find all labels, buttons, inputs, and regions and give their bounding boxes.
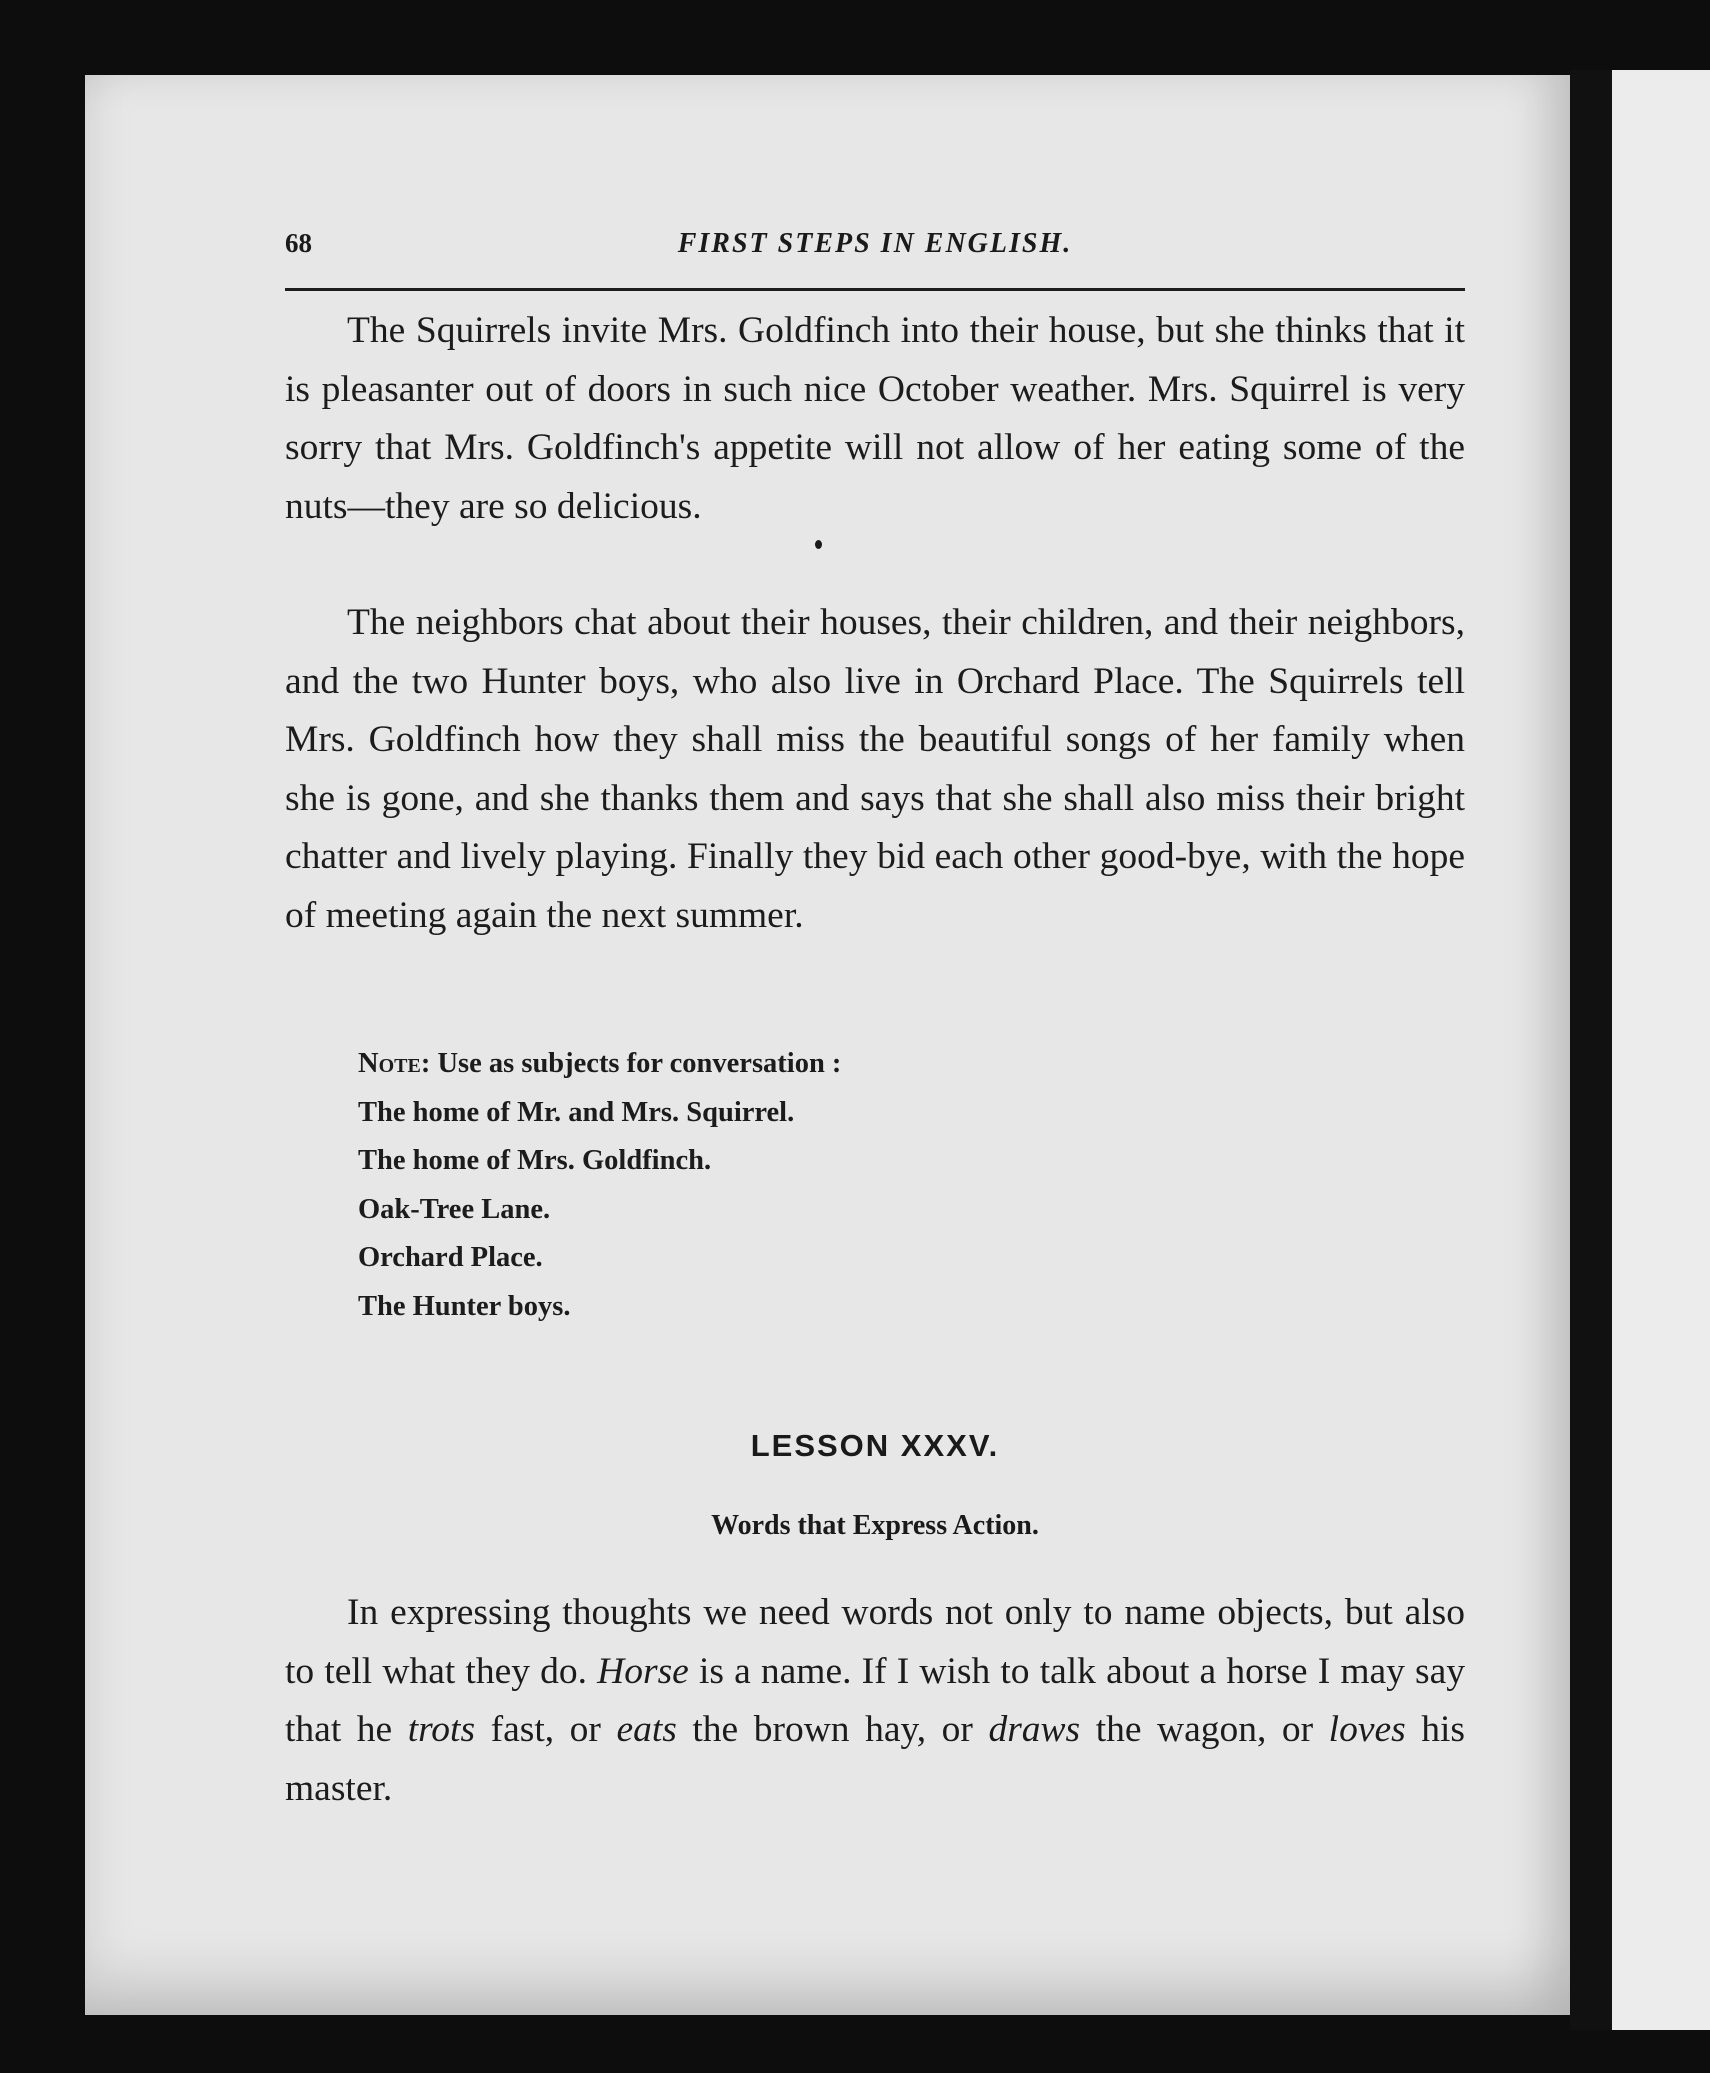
note-block — [358, 1040, 841, 1331]
text-run: the wagon, or — [1095, 1709, 1314, 1750]
header-rule — [285, 288, 1465, 291]
body-paragraph-2 — [285, 594, 1465, 945]
note-item: The home of Mrs. Goldfinch. — [358, 1145, 712, 1176]
note-intro — [358, 1040, 841, 1089]
running-title: FIRST STEPS IN ENGLISH. — [677, 228, 1073, 259]
lesson-subtitle: Words that Express Action. — [711, 1510, 1039, 1541]
italic-word: draws — [988, 1709, 1081, 1750]
italic-word: trots — [407, 1709, 476, 1750]
text-run: In expressing thoughts we need words not only to name objects, but also to tell what they do. — [285, 1592, 1465, 1692]
text-run: fast, or — [490, 1709, 601, 1750]
lesson-title: LESSON XXXV. — [750, 1428, 1000, 1463]
note-intro-text: : Use as subjects for conversation : — [420, 1048, 842, 1079]
page-gutter — [1570, 70, 1612, 2030]
italic-word: Horse — [597, 1650, 689, 1692]
italic-word: eats — [616, 1709, 677, 1750]
facing-page-edge — [1612, 70, 1710, 2030]
italic-word: loves — [1328, 1709, 1406, 1750]
note-label: Note — [358, 1048, 421, 1079]
ink-speck — [815, 540, 822, 549]
text-run: is a name. If I wish to talk about a horse I may say that he — [285, 1650, 1466, 1750]
body-paragraph-1 — [285, 302, 1465, 536]
paragraph-text: The neighbors chat about their houses, their children, and their neighbors, and the two Hunter boys, who also live in Orchard Place. The Squirrels tell Mrs. Goldfinch how they shall miss the beautiful songs of her family when she is gone, and she thanks them and says that she shall also miss their bright chatter and lively playing. Finally they bid each other good-bye, with the hope of meeting again the next summer. — [285, 602, 1465, 936]
text-run: his master. — [285, 1709, 1466, 1809]
note-item: The Hunter boys. — [358, 1290, 571, 1322]
paragraph-text — [285, 1584, 1465, 1818]
note-item: The home of Mr. and Mrs. Squirrel. — [358, 1096, 795, 1128]
paragraph-text: The Squirrels invite Mrs. Goldfinch into their house, but she thinks that it is pleasanter out of doors in such nice October weather. Mrs. Squirrel is very sorry that Mrs. Goldfinch's appetite will not allow of her eating some of the nuts—they are so delicious. — [285, 310, 1465, 527]
text-run: the brown hay, or — [692, 1709, 973, 1750]
note-item: Orchard Place. — [358, 1242, 543, 1273]
body-paragraph-3 — [285, 1584, 1465, 1818]
page-number: 68 — [285, 228, 312, 258]
page-header — [285, 228, 1465, 268]
note-item: Oak-Tree Lane. — [358, 1193, 551, 1225]
